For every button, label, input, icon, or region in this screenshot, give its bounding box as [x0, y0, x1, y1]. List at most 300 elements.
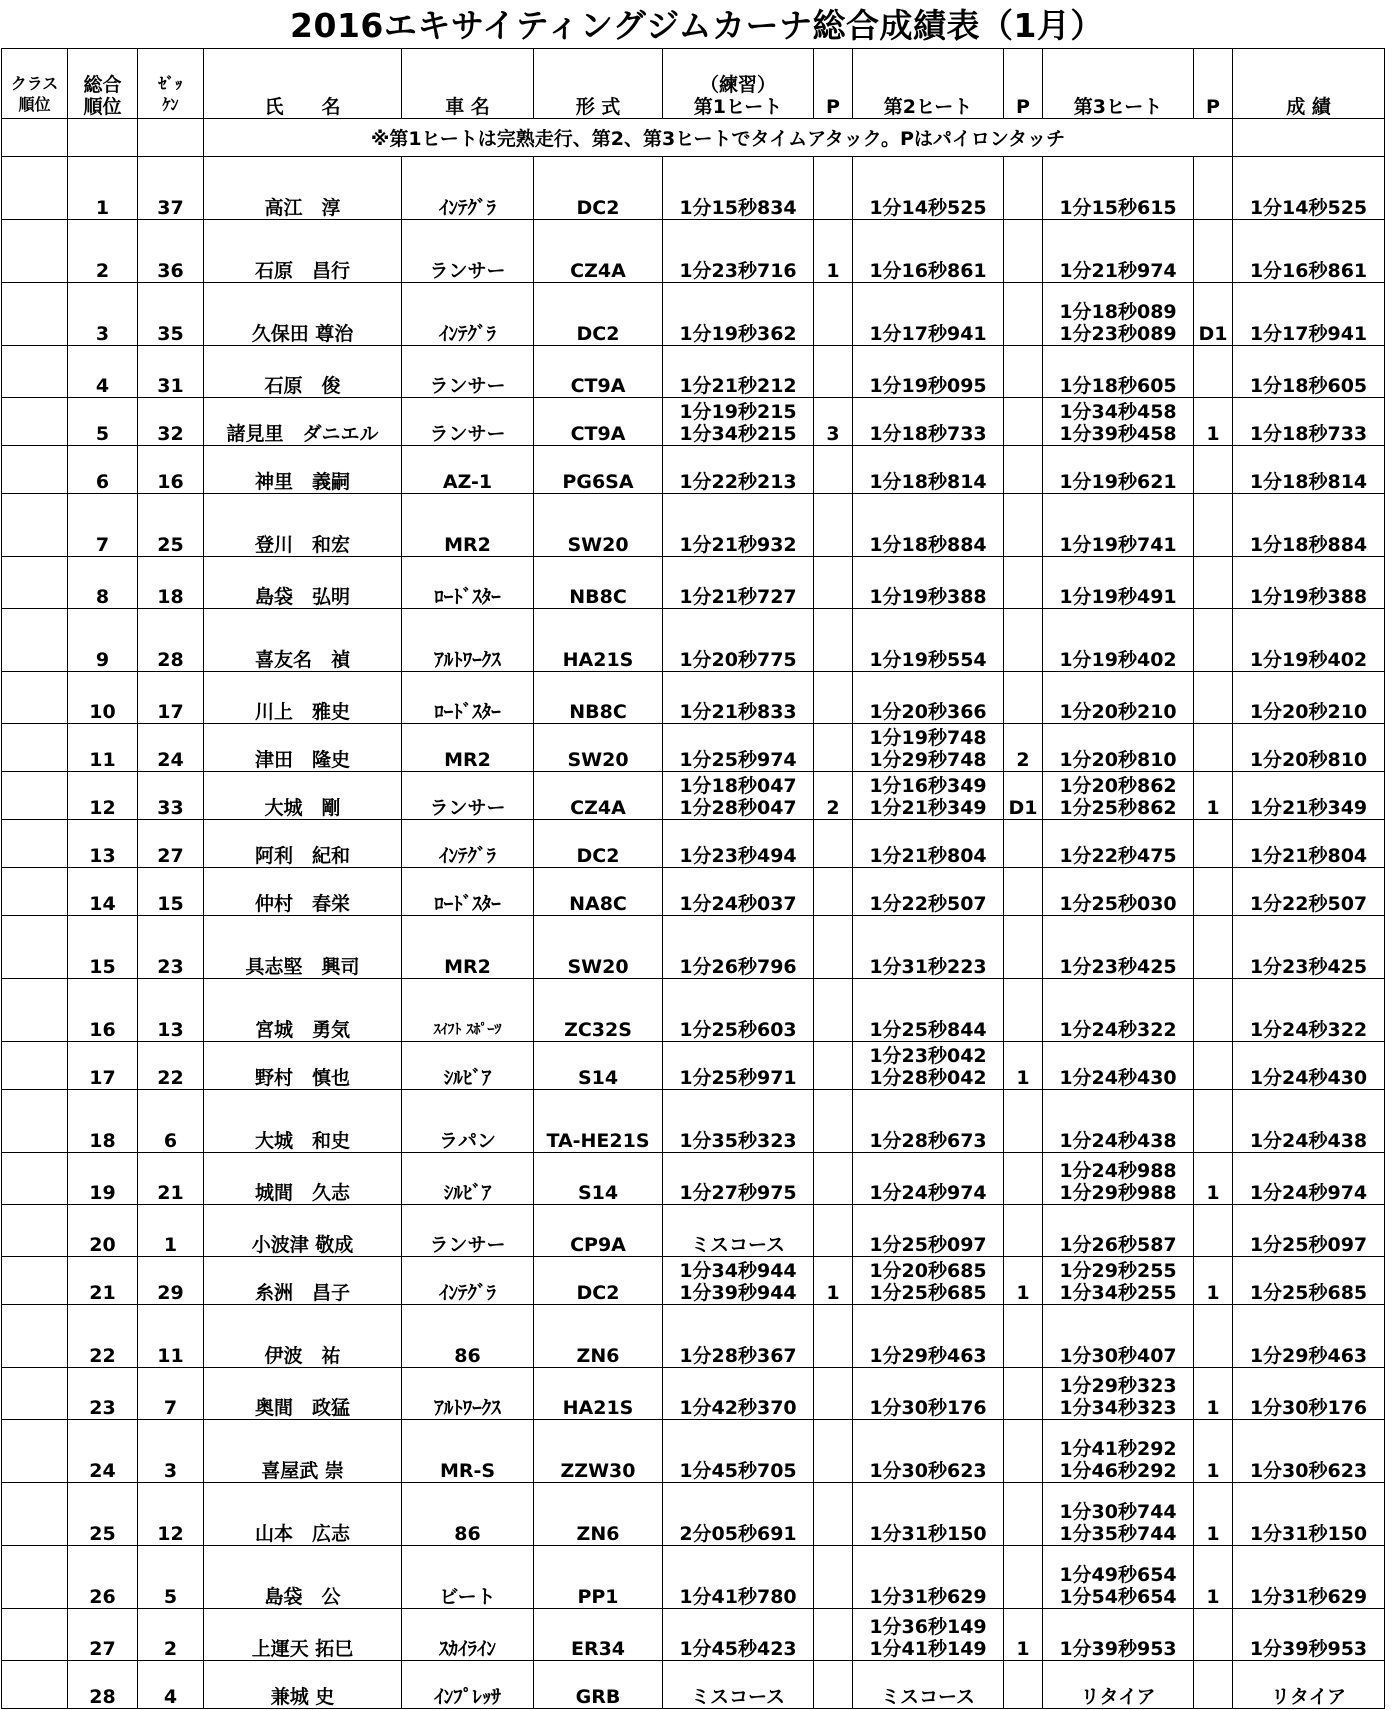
model-cell: ZN6	[534, 1305, 663, 1368]
result-cell: 1分24秒430	[1233, 1042, 1385, 1090]
heat1-time-cell: 1分20秒775	[663, 609, 814, 672]
class-rank-cell	[2, 1305, 68, 1368]
heat2-penalty-cell	[1004, 1205, 1043, 1257]
number-cell: 17	[138, 672, 204, 724]
model-cell: SW20	[534, 916, 663, 979]
heat1-penalty-cell	[814, 1153, 853, 1205]
heat1-time-cell: 1分21秒833	[663, 672, 814, 724]
driver-name-cell: 喜友名 禎	[204, 609, 402, 672]
heat1-time-cell: 1分25秒603	[663, 979, 814, 1042]
header-model: 形 式	[534, 49, 663, 119]
table-row	[2, 1546, 1385, 1609]
heat3-time-cell: 1分20秒210	[1043, 672, 1194, 724]
heat3-penalty-cell	[1194, 979, 1233, 1042]
car-name-cell: ｼﾙﾋﾞｱ	[402, 1153, 534, 1205]
overall-rank-cell: 2	[68, 220, 138, 283]
heat3-time-cell: 1分20秒810	[1043, 724, 1194, 772]
overall-rank-cell: 8	[68, 557, 138, 609]
heat2-time-cell: 1分25秒097	[853, 1205, 1004, 1257]
header-car: 車 名	[402, 49, 534, 119]
class-rank-cell	[2, 1420, 68, 1483]
heat2-time-cell: 1分19秒388	[853, 557, 1004, 609]
heat3-penalty-cell	[1194, 494, 1233, 557]
note-empty-result	[1233, 119, 1385, 157]
heat3-penalty-cell	[1194, 609, 1233, 672]
heat3-penalty-cell	[1194, 868, 1233, 916]
heat1-time-cell: 1分45秒423	[663, 1609, 814, 1661]
model-cell: ZZW30	[534, 1420, 663, 1483]
header-p3: P	[1194, 49, 1233, 119]
result-cell: 1分30秒623	[1233, 1420, 1385, 1483]
heat2-time-cell: 1分21秒804	[853, 820, 1004, 868]
model-cell: SW20	[534, 724, 663, 772]
model-cell: DC2	[534, 283, 663, 346]
result-cell: 1分39秒953	[1233, 1609, 1385, 1661]
table-row	[2, 868, 1385, 916]
class-rank-cell	[2, 220, 68, 283]
class-rank-cell	[2, 724, 68, 772]
heat3-time-cell: 1分29秒255 1分34秒255	[1043, 1257, 1194, 1305]
model-cell: DC2	[534, 820, 663, 868]
heat1-time-cell: 1分21秒212	[663, 346, 814, 398]
car-name-cell: ランサー	[402, 220, 534, 283]
header-p2: P	[1004, 49, 1043, 119]
car-name-cell: ｽｶｲﾗｲﾝ	[402, 1609, 534, 1661]
heat1-time-cell: ミスコース	[663, 1205, 814, 1257]
heat1-time-cell: 1分25秒974	[663, 724, 814, 772]
car-name-cell: ｱﾙﾄﾜｰｸｽ	[402, 1368, 534, 1420]
heat2-time-cell: 1分17秒941	[853, 283, 1004, 346]
overall-rank-cell: 10	[68, 672, 138, 724]
driver-name-cell: 宮城 勇気	[204, 979, 402, 1042]
class-rank-cell	[2, 1090, 68, 1153]
driver-name-cell: 野村 慎也	[204, 1042, 402, 1090]
class-rank-cell	[2, 1153, 68, 1205]
header-overall-rank: 総合 順位	[68, 49, 138, 119]
page-title: 2016エキサイティングジムカーナ総合成績表（1月）	[290, 6, 1104, 45]
class-rank-cell	[2, 609, 68, 672]
heat3-time-cell: 1分29秒323 1分34秒323	[1043, 1368, 1194, 1420]
number-cell: 18	[138, 557, 204, 609]
heat2-time-cell: 1分30秒623	[853, 1420, 1004, 1483]
heat1-time-cell: 1分15秒834	[663, 157, 814, 220]
heat3-time-cell: 1分18秒605	[1043, 346, 1194, 398]
result-cell: 1分18秒605	[1233, 346, 1385, 398]
driver-name-cell: 高江 淳	[204, 157, 402, 220]
driver-name-cell: 石原 昌行	[204, 220, 402, 283]
number-cell: 29	[138, 1257, 204, 1305]
heat1-time-cell: 1分18秒047 1分28秒047	[663, 772, 814, 820]
note-row	[2, 119, 1385, 157]
heat2-penalty-cell	[1004, 1546, 1043, 1609]
number-cell: 7	[138, 1368, 204, 1420]
model-cell: PP1	[534, 1546, 663, 1609]
driver-name-cell: 奥間 政猛	[204, 1368, 402, 1420]
heat3-penalty-cell	[1194, 1661, 1233, 1709]
table-row	[2, 1090, 1385, 1153]
driver-name-cell: 上運天 拓巳	[204, 1609, 402, 1661]
class-rank-cell	[2, 916, 68, 979]
number-cell: 25	[138, 494, 204, 557]
car-name-cell: ランサー	[402, 1205, 534, 1257]
table-row	[2, 609, 1385, 672]
number-cell: 24	[138, 724, 204, 772]
class-rank-cell	[2, 1205, 68, 1257]
car-name-cell: ｲﾝﾃｸﾞﾗ	[402, 283, 534, 346]
heat3-penalty-cell: 1	[1194, 1368, 1233, 1420]
class-rank-cell	[2, 1661, 68, 1709]
heat2-penalty-cell	[1004, 1661, 1043, 1709]
heat3-penalty-cell: 1	[1194, 1546, 1233, 1609]
heat3-penalty-cell	[1194, 916, 1233, 979]
heat1-penalty-cell: 2	[814, 772, 853, 820]
table-row	[2, 1483, 1385, 1546]
class-rank-cell	[2, 820, 68, 868]
overall-rank-cell: 19	[68, 1153, 138, 1205]
heat1-time-cell: 1分26秒796	[663, 916, 814, 979]
class-rank-cell	[2, 979, 68, 1042]
heat2-time-cell: 1分19秒554	[853, 609, 1004, 672]
heat2-time-cell: 1分20秒366	[853, 672, 1004, 724]
driver-name-cell: 島袋 弘明	[204, 557, 402, 609]
heat3-time-cell: 1分26秒587	[1043, 1205, 1194, 1257]
heat1-penalty-cell: 1	[814, 1257, 853, 1305]
table-row	[2, 1153, 1385, 1205]
heat2-time-cell: 1分31秒150	[853, 1483, 1004, 1546]
heat3-time-cell: 1分34秒458 1分39秒458	[1043, 398, 1194, 446]
heat2-penalty-cell: 1	[1004, 1609, 1043, 1661]
results-body	[2, 157, 1385, 1709]
header-class-rank: クラス 順位	[2, 49, 68, 119]
table-row	[2, 1257, 1385, 1305]
driver-name-cell: 大城 剛	[204, 772, 402, 820]
overall-rank-cell: 4	[68, 346, 138, 398]
header-heat1: （練習） 第1ヒート	[663, 49, 814, 119]
heat1-penalty-cell	[814, 1205, 853, 1257]
heat2-time-cell: 1分14秒525	[853, 157, 1004, 220]
heat3-time-cell: 1分30秒744 1分35秒744	[1043, 1483, 1194, 1546]
heat3-penalty-cell	[1194, 446, 1233, 494]
heat2-penalty-cell: 2	[1004, 724, 1043, 772]
heat3-time-cell: 1分24秒438	[1043, 1090, 1194, 1153]
heat1-time-cell: 1分23秒716	[663, 220, 814, 283]
model-cell: CP9A	[534, 1205, 663, 1257]
heat2-penalty-cell	[1004, 820, 1043, 868]
heat2-penalty-cell: 1	[1004, 1042, 1043, 1090]
car-name-cell: ラパン	[402, 1090, 534, 1153]
driver-name-cell: 伊波 祐	[204, 1305, 402, 1368]
heat1-time-cell: 1分22秒213	[663, 446, 814, 494]
overall-rank-cell: 21	[68, 1257, 138, 1305]
result-cell: リタイア	[1233, 1661, 1385, 1709]
result-cell: 1分16秒861	[1233, 220, 1385, 283]
heat1-penalty-cell	[814, 916, 853, 979]
header-name: 氏 名	[204, 49, 402, 119]
table-row	[2, 346, 1385, 398]
driver-name-cell: 津田 隆史	[204, 724, 402, 772]
heat2-penalty-cell	[1004, 346, 1043, 398]
overall-rank-cell: 7	[68, 494, 138, 557]
table-row	[2, 398, 1385, 446]
heat1-penalty-cell	[814, 1368, 853, 1420]
heat3-penalty-cell	[1194, 157, 1233, 220]
heat1-time-cell: 1分28秒367	[663, 1305, 814, 1368]
heat3-time-cell: リタイア	[1043, 1661, 1194, 1709]
table-row	[2, 1368, 1385, 1420]
car-name-cell: ｱﾙﾄﾜｰｸｽ	[402, 609, 534, 672]
overall-rank-cell: 5	[68, 398, 138, 446]
header-heat3: 第3ヒート	[1043, 49, 1194, 119]
number-cell: 12	[138, 1483, 204, 1546]
heat1-time-cell: 1分34秒944 1分39秒944	[663, 1257, 814, 1305]
heat3-penalty-cell: 1	[1194, 1483, 1233, 1546]
driver-name-cell: 登川 和宏	[204, 494, 402, 557]
heat3-time-cell: 1分23秒425	[1043, 916, 1194, 979]
driver-name-cell: 糸洲 昌子	[204, 1257, 402, 1305]
heat1-time-cell: 1分21秒932	[663, 494, 814, 557]
table-row	[2, 979, 1385, 1042]
heat2-time-cell: 1分25秒844	[853, 979, 1004, 1042]
heat2-time-cell: 1分18秒814	[853, 446, 1004, 494]
heat3-penalty-cell	[1194, 820, 1233, 868]
number-cell: 32	[138, 398, 204, 446]
model-cell: ZC32S	[534, 979, 663, 1042]
heat3-time-cell: 1分24秒322	[1043, 979, 1194, 1042]
result-cell: 1分30秒176	[1233, 1368, 1385, 1420]
overall-rank-cell: 27	[68, 1609, 138, 1661]
class-rank-cell	[2, 1483, 68, 1546]
table-row	[2, 1305, 1385, 1368]
overall-rank-cell: 16	[68, 979, 138, 1042]
number-cell: 37	[138, 157, 204, 220]
model-cell: S14	[534, 1042, 663, 1090]
heat1-penalty-cell	[814, 1090, 853, 1153]
heat2-penalty-cell	[1004, 1090, 1043, 1153]
overall-rank-cell: 17	[68, 1042, 138, 1090]
heat1-penalty-cell	[814, 446, 853, 494]
heat2-penalty-cell	[1004, 916, 1043, 979]
heat3-penalty-cell	[1194, 672, 1233, 724]
heat1-time-cell: 1分24秒037	[663, 868, 814, 916]
overall-rank-cell: 22	[68, 1305, 138, 1368]
result-cell: 1分18秒733	[1233, 398, 1385, 446]
heat2-penalty-cell	[1004, 609, 1043, 672]
heat2-time-cell: 1分36秒149 1分41秒149	[853, 1609, 1004, 1661]
heat1-time-cell: 1分25秒971	[663, 1042, 814, 1090]
result-cell: 1分24秒322	[1233, 979, 1385, 1042]
class-rank-cell	[2, 1546, 68, 1609]
heat3-time-cell: 1分18秒089 1分23秒089	[1043, 283, 1194, 346]
heat3-time-cell: 1分20秒862 1分25秒862	[1043, 772, 1194, 820]
heat1-penalty-cell	[814, 1420, 853, 1483]
heat1-penalty-cell	[814, 557, 853, 609]
table-row	[2, 1609, 1385, 1661]
result-cell: 1分24秒438	[1233, 1090, 1385, 1153]
note-text: ※第1ヒートは完熟走行、第2、第3ヒートでタイムアタック。Pはパイロンタッチ	[204, 119, 1233, 157]
heat1-time-cell: 1分41秒780	[663, 1546, 814, 1609]
heat3-penalty-cell	[1194, 1305, 1233, 1368]
heat3-penalty-cell	[1194, 346, 1233, 398]
model-cell: NB8C	[534, 672, 663, 724]
heat1-time-cell: 1分19秒215 1分34秒215	[663, 398, 814, 446]
class-rank-cell	[2, 157, 68, 220]
note-empty-rank	[68, 119, 138, 157]
heat2-penalty-cell	[1004, 1420, 1043, 1483]
results-table	[1, 48, 1385, 1709]
heat2-time-cell: ミスコース	[853, 1661, 1004, 1709]
heat2-penalty-cell	[1004, 157, 1043, 220]
result-cell: 1分25秒685	[1233, 1257, 1385, 1305]
table-row	[2, 1420, 1385, 1483]
heat2-time-cell: 1分31秒629	[853, 1546, 1004, 1609]
driver-name-cell: 川上 雅史	[204, 672, 402, 724]
driver-name-cell: 山本 広志	[204, 1483, 402, 1546]
number-cell: 4	[138, 1661, 204, 1709]
table-row	[2, 1205, 1385, 1257]
class-rank-cell	[2, 772, 68, 820]
heat3-time-cell: 1分15秒615	[1043, 157, 1194, 220]
model-cell: ER34	[534, 1609, 663, 1661]
heat2-time-cell: 1分19秒095	[853, 346, 1004, 398]
result-cell: 1分21秒349	[1233, 772, 1385, 820]
heat1-penalty-cell	[814, 609, 853, 672]
heat2-time-cell: 1分19秒748 1分29秒748	[853, 724, 1004, 772]
heat1-penalty-cell	[814, 283, 853, 346]
class-rank-cell	[2, 1609, 68, 1661]
driver-name-cell: 城間 久志	[204, 1153, 402, 1205]
table-row	[2, 772, 1385, 820]
heat3-time-cell: 1分19秒402	[1043, 609, 1194, 672]
heat1-penalty-cell	[814, 1305, 853, 1368]
heat3-penalty-cell	[1194, 1042, 1233, 1090]
heat3-time-cell: 1分19秒621	[1043, 446, 1194, 494]
car-name-cell: ﾛｰﾄﾞｽﾀｰ	[402, 672, 534, 724]
model-cell: S14	[534, 1153, 663, 1205]
model-cell: CZ4A	[534, 772, 663, 820]
number-cell: 22	[138, 1042, 204, 1090]
result-cell: 1分18秒814	[1233, 446, 1385, 494]
number-cell: 11	[138, 1305, 204, 1368]
model-cell: SW20	[534, 494, 663, 557]
heat1-penalty-cell	[814, 1661, 853, 1709]
heat1-penalty-cell: 3	[814, 398, 853, 446]
heat2-time-cell: 1分23秒042 1分28秒042	[853, 1042, 1004, 1090]
driver-name-cell: 諸見里 ダニエル	[204, 398, 402, 446]
overall-rank-cell: 18	[68, 1090, 138, 1153]
heat2-penalty-cell	[1004, 1368, 1043, 1420]
number-cell: 33	[138, 772, 204, 820]
driver-name-cell: 大城 和史	[204, 1090, 402, 1153]
heat1-penalty-cell	[814, 1609, 853, 1661]
heat2-time-cell: 1分29秒463	[853, 1305, 1004, 1368]
result-cell: 1分24秒974	[1233, 1153, 1385, 1205]
heat3-penalty-cell: 1	[1194, 1153, 1233, 1205]
overall-rank-cell: 24	[68, 1420, 138, 1483]
result-cell: 1分22秒507	[1233, 868, 1385, 916]
heat2-penalty-cell	[1004, 494, 1043, 557]
overall-rank-cell: 12	[68, 772, 138, 820]
heat3-time-cell: 1分22秒475	[1043, 820, 1194, 868]
heat3-penalty-cell: 1	[1194, 772, 1233, 820]
table-row	[2, 724, 1385, 772]
heat3-penalty-cell: D1	[1194, 283, 1233, 346]
heat3-penalty-cell	[1194, 724, 1233, 772]
heat3-time-cell: 1分24秒430	[1043, 1042, 1194, 1090]
heat2-penalty-cell	[1004, 220, 1043, 283]
model-cell: CT9A	[534, 398, 663, 446]
number-cell: 31	[138, 346, 204, 398]
table-row	[2, 446, 1385, 494]
car-name-cell: ｽｲﾌﾄ ｽﾎﾟｰﾂ	[402, 979, 534, 1042]
overall-rank-cell: 28	[68, 1661, 138, 1709]
car-name-cell: ｲﾝﾃｸﾞﾗ	[402, 820, 534, 868]
header-heat2: 第2ヒート	[853, 49, 1004, 119]
overall-rank-cell: 25	[68, 1483, 138, 1546]
heat2-penalty-cell	[1004, 283, 1043, 346]
number-cell: 27	[138, 820, 204, 868]
heat3-time-cell: 1分25秒030	[1043, 868, 1194, 916]
table-row	[2, 820, 1385, 868]
car-name-cell: ﾛｰﾄﾞｽﾀｰ	[402, 557, 534, 609]
number-cell: 35	[138, 283, 204, 346]
class-rank-cell	[2, 1042, 68, 1090]
heat2-penalty-cell	[1004, 557, 1043, 609]
class-rank-cell	[2, 1368, 68, 1420]
car-name-cell: ｼﾙﾋﾞｱ	[402, 1042, 534, 1090]
heat2-penalty-cell	[1004, 1483, 1043, 1546]
car-name-cell: ﾛｰﾄﾞｽﾀｰ	[402, 868, 534, 916]
number-cell: 5	[138, 1546, 204, 1609]
heat3-penalty-cell	[1194, 1609, 1233, 1661]
model-cell: CZ4A	[534, 220, 663, 283]
number-cell: 13	[138, 979, 204, 1042]
model-cell: NA8C	[534, 868, 663, 916]
heat1-time-cell: 1分23秒494	[663, 820, 814, 868]
heat1-time-cell: 1分21秒727	[663, 557, 814, 609]
car-name-cell: ランサー	[402, 398, 534, 446]
result-cell: 1分25秒097	[1233, 1205, 1385, 1257]
table-row	[2, 916, 1385, 979]
heat3-penalty-cell	[1194, 220, 1233, 283]
table-row	[2, 672, 1385, 724]
heat2-penalty-cell	[1004, 398, 1043, 446]
table-row	[2, 1661, 1385, 1709]
model-cell: GRB	[534, 1661, 663, 1709]
heat2-penalty-cell	[1004, 1305, 1043, 1368]
model-cell: ZN6	[534, 1483, 663, 1546]
heat1-time-cell: 1分19秒362	[663, 283, 814, 346]
driver-name-cell: 小波津 敬成	[204, 1205, 402, 1257]
model-cell: CT9A	[534, 346, 663, 398]
table-row	[2, 494, 1385, 557]
class-rank-cell	[2, 446, 68, 494]
heat3-time-cell: 1分39秒953	[1043, 1609, 1194, 1661]
heat3-penalty-cell: 1	[1194, 1257, 1233, 1305]
heat3-penalty-cell: 1	[1194, 398, 1233, 446]
heat2-time-cell: 1分18秒733	[853, 398, 1004, 446]
number-cell: 28	[138, 609, 204, 672]
result-cell: 1分31秒629	[1233, 1546, 1385, 1609]
result-cell: 1分21秒804	[1233, 820, 1385, 868]
class-rank-cell	[2, 1257, 68, 1305]
class-rank-cell	[2, 398, 68, 446]
result-cell: 1分17秒941	[1233, 283, 1385, 346]
heat1-penalty-cell	[814, 1546, 853, 1609]
heat3-penalty-cell	[1194, 557, 1233, 609]
driver-name-cell: 仲村 春栄	[204, 868, 402, 916]
heat3-penalty-cell: 1	[1194, 1420, 1233, 1483]
driver-name-cell: 喜屋武 崇	[204, 1420, 402, 1483]
